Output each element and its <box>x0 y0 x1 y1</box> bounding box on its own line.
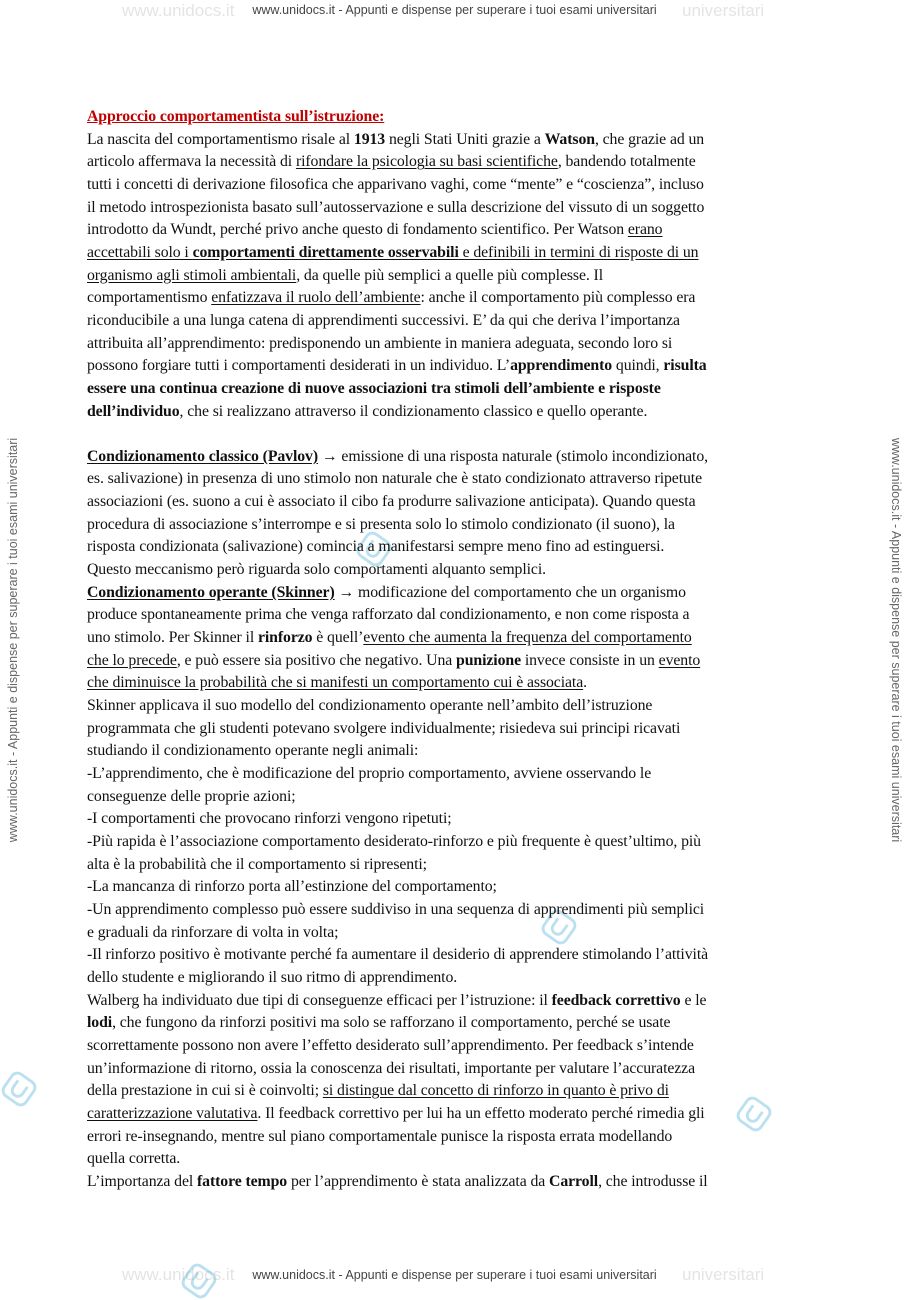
text-run: errori re-insegnando, mentre sul piano comportamentale punisce la risposta errata modellando <box>87 1127 673 1145</box>
text-line <box>87 604 823 627</box>
bold-text: feedback correttivo <box>551 991 681 1009</box>
text-line <box>87 219 823 242</box>
text-run: L’importanza del <box>87 1172 198 1190</box>
unidocs-logo-icon <box>0 1070 38 1108</box>
text-run: e graduali da rinforzare di volta in volta; <box>87 923 339 941</box>
text-line <box>87 627 823 650</box>
text-line <box>87 695 823 718</box>
text-line <box>87 763 823 786</box>
text-run: . <box>583 674 587 692</box>
text-run: evento che aumenta la frequenza del comportamento <box>363 629 692 647</box>
text-run: studiando il condizionamento operante negli animali: <box>87 742 419 760</box>
text-run: che lo precede <box>87 651 177 669</box>
text-line <box>87 536 823 559</box>
left-side-watermark: www.unidocs.it - Appunti e dispense per superare i tuoi esami universitari <box>6 437 20 843</box>
text-run: attribuita all’apprendimento: predisponendo un ambiente in maniera adeguata, secondo loro si <box>87 334 673 352</box>
text-line <box>87 672 823 695</box>
text-run: che diminuisce la probabilità che si manifesti un comportamento cui è associata <box>87 674 584 692</box>
bold-text: Condizionamento classico (Pavlov) <box>87 447 319 465</box>
text-line <box>87 1035 823 1058</box>
text-line <box>87 831 823 854</box>
bold-text: essere una continua creazione di nuove associazioni tra stimoli dell’ambiente e risposte <box>87 379 661 397</box>
bold-text: fattore tempo <box>197 1172 288 1190</box>
right-side-watermark: www.unidocs.it - Appunti e dispense per superare i tuoi esami universitari <box>889 437 903 843</box>
text-line <box>87 1103 823 1126</box>
text-line <box>87 967 823 990</box>
text-run: , che fungono da rinforzi positivi ma solo se rafforzano il comportamento, perché se usate <box>112 1014 671 1032</box>
document-text <box>87 129 823 1194</box>
text-run: erano <box>627 221 663 239</box>
text-line <box>87 401 823 424</box>
text-run: introdotto da Wundt, perché privo anche questo di fondamento scientifico. Per Watson <box>87 221 628 239</box>
bold-text: Watson <box>544 130 595 148</box>
text-line <box>87 491 823 514</box>
text-run: enfatizzava il ruolo dell’ambiente <box>211 289 421 307</box>
text-line <box>87 944 823 967</box>
bold-text: Condizionamento operante (Skinner) <box>87 583 335 601</box>
text-line <box>87 197 823 220</box>
text-run: , e può essere sia positivo che negativo. Una <box>176 651 457 669</box>
text-line <box>87 242 823 265</box>
text-run: possono forgiare tutti i comportamenti desiderati in un individuo. L’ <box>87 357 511 375</box>
bold-text: comportamenti direttamente osservabili <box>192 243 459 261</box>
text-run: organismo agli stimoli ambientali <box>87 266 297 284</box>
text-run: La nascita del comportamentismo risale al <box>87 130 354 148</box>
header-watermark: www.unidocs.it - Appunti e dispense per superare i tuoi esami universitari <box>252 3 657 17</box>
text-run: della prestazione in cui si è coinvolti; <box>87 1082 323 1100</box>
bold-text: risulta <box>663 357 707 375</box>
text-line <box>87 310 823 333</box>
text-run: alta è la probabilità che il comportamento si ripresenti; <box>87 855 427 873</box>
text-line <box>87 355 823 378</box>
ghost-watermark-bottom-right: universitari <box>682 1265 765 1284</box>
text-run: dello studente e migliorando il suo ritmo di apprendimento. <box>87 968 458 986</box>
section-title: Approccio comportamentista sull’istruzione: <box>87 108 385 125</box>
text-run: , che si realizzano attraverso il condizionamento classico e quello operante. <box>179 402 648 420</box>
text-line <box>87 1126 823 1149</box>
text-run: programmata che gli studenti potevano svolgere individualmente; risiedeva sui principi ricavati <box>87 719 681 737</box>
text-run: e le <box>680 991 707 1009</box>
text-line <box>87 151 823 174</box>
footer-watermark: www.unidocs.it - Appunti e dispense per superare i tuoi esami universitari <box>252 1268 657 1282</box>
text-line <box>87 129 823 152</box>
text-run: evento <box>658 651 701 669</box>
text-run: caratterizzazione valutativa <box>87 1104 258 1122</box>
text-run: procedura di associazione s’interrompe e si presenta solo lo stimolo condizionato (il suono), la <box>87 515 675 533</box>
text-run: -La mancanza di rinforzo porta all’estinzione del comportamento; <box>87 878 497 896</box>
text-run: , bandendo totalmente <box>557 153 696 171</box>
bold-text: 1913 <box>353 130 386 148</box>
text-run: -I comportamenti che provocano rinforzi vengono ripetuti; <box>87 810 452 828</box>
text-line <box>87 899 823 922</box>
text-run: . Il feedback correttivo per lui ha un effetto moderato perché rimedia gli <box>257 1104 705 1122</box>
bold-text: dell’individuo <box>87 402 180 420</box>
text-line <box>87 582 823 605</box>
ghost-watermark-bottom-left: www.unidocs.it <box>122 1265 235 1284</box>
text-run: e definibili in termini di risposte di un <box>458 243 699 261</box>
text-line <box>87 740 823 763</box>
bold-text: punizione <box>456 651 521 669</box>
unidocs-logo-icon <box>180 1262 218 1300</box>
text-line <box>87 876 823 899</box>
text-run: Questo meccanismo però riguarda solo comportamenti alquanto semplici. <box>87 561 546 579</box>
text-line <box>87 1148 823 1171</box>
ghost-watermark-top-left: www.unidocs.it <box>122 1 235 20</box>
text-run: produce spontaneamente prima che venga rafforzato dal condizionamento, e non come risposta a <box>87 606 690 624</box>
text-run: per l’apprendimento è stata analizzata da <box>287 1172 550 1190</box>
text-run: si distingue dal concetto di rinforzo in quanto è privo di <box>322 1082 669 1100</box>
text-line <box>87 468 823 491</box>
text-line <box>87 1012 823 1035</box>
text-run: rifondare la psicologia su basi scientifiche <box>295 153 558 171</box>
text-run: Walberg ha individuato due tipi di conseguenze efficaci per l’istruzione: il <box>87 991 552 1009</box>
bold-text: lodi <box>87 1014 113 1032</box>
text-line <box>87 446 823 469</box>
text-line <box>87 854 823 877</box>
text-run: un’informazione di ritorno, ossia la conoscenza dei risultati, importante per valutare l’accuratezza <box>87 1059 696 1077</box>
text-run: comportamentismo <box>87 289 212 307</box>
text-line <box>87 650 823 673</box>
text-run: uno stimolo. Per Skinner il <box>87 629 258 647</box>
text-line <box>87 1080 823 1103</box>
text-run: -Più rapida è l’associazione comportamento desiderato-rinforzo e più frequente è quest’ultimo, più <box>87 832 701 850</box>
text-run: articolo affermava la necessità di <box>87 153 296 171</box>
ghost-watermark-top-right: universitari <box>682 1 765 20</box>
text-run: quindi, <box>612 357 664 375</box>
text-line <box>87 1058 823 1081</box>
text-run: riconducibile a una lunga catena di apprendimenti successivi. E’ da qui che deriva l’importanza <box>87 311 680 329</box>
bold-text: rinforzo <box>257 629 313 647</box>
text-run: Skinner applicava il suo modello del condizionamento operante nell’ambito dell’istruzione <box>87 697 653 715</box>
text-line <box>87 174 823 197</box>
text-run: negli Stati Uniti grazie a <box>385 130 545 148</box>
text-run: conseguenze delle proprie azioni; <box>87 787 296 805</box>
text-line <box>87 333 823 356</box>
text-run: risposta condizionata (salivazione) comincia a manifestarsi sempre meno fino ad estinguersi. <box>87 538 665 556</box>
text-run: -Il rinforzo positivo è motivante perché fa aumentare il desiderio di apprendere stimolando l’attività <box>87 946 709 964</box>
text-line <box>87 1171 823 1194</box>
text-run: → modificazione del comportamento che un organismo <box>334 583 686 601</box>
text-run: è quell’ <box>312 629 364 647</box>
text-run: tutti i concetti di derivazione filosofica che apparivano vaghi, come “mente” e “coscienza”, incluso <box>87 175 704 193</box>
text-run: associazioni (es. suono a cui è associato il cibo fa produrre salivazione anticipata). Quando questa <box>87 493 696 511</box>
document-body <box>87 106 823 1193</box>
text-line <box>87 514 823 537</box>
bold-text: apprendimento <box>510 357 613 375</box>
text-run: , da quelle più semplici a quelle più complesse. Il <box>296 266 604 284</box>
text-run: invece consiste in un <box>521 651 659 669</box>
text-run: : anche il comportamento più complesso era <box>420 289 696 307</box>
text-run: , che introdusse il <box>598 1172 708 1190</box>
text-line <box>87 265 823 288</box>
text-run: quella corretta. <box>87 1150 181 1168</box>
text-line <box>87 378 823 401</box>
bold-text: Carroll <box>549 1172 599 1190</box>
text-run: -L’apprendimento, che è modificazione del proprio comportamento, avviene osservando le <box>87 765 652 783</box>
text-line <box>87 718 823 741</box>
text-run: il metodo introspezionista basato sull’autosservazione e sulla descrizione del vissuto di un soggetto <box>87 198 705 216</box>
text-run: scorrettamente possono non avere l’effetto desiderato sull’apprendimento. Per feedback s’intende <box>87 1036 694 1054</box>
text-line <box>87 287 823 310</box>
text-run: es. salivazione) in presenza di uno stimolo non naturale che è stato condizionato attraverso ripetute <box>87 470 702 488</box>
text-line <box>87 559 823 582</box>
text-line <box>87 808 823 831</box>
paragraph-gap <box>87 423 823 446</box>
text-line <box>87 786 823 809</box>
text-run: → emissione di una risposta naturale (stimolo incondizionato, <box>318 447 708 465</box>
text-line <box>87 922 823 945</box>
text-line <box>87 990 823 1013</box>
text-run: accettabili solo i <box>87 243 193 261</box>
text-run: -Un apprendimento complesso può essere suddiviso in una sequenza di apprendimenti più semplici <box>87 900 705 918</box>
text-run: , che grazie ad un <box>594 130 705 148</box>
